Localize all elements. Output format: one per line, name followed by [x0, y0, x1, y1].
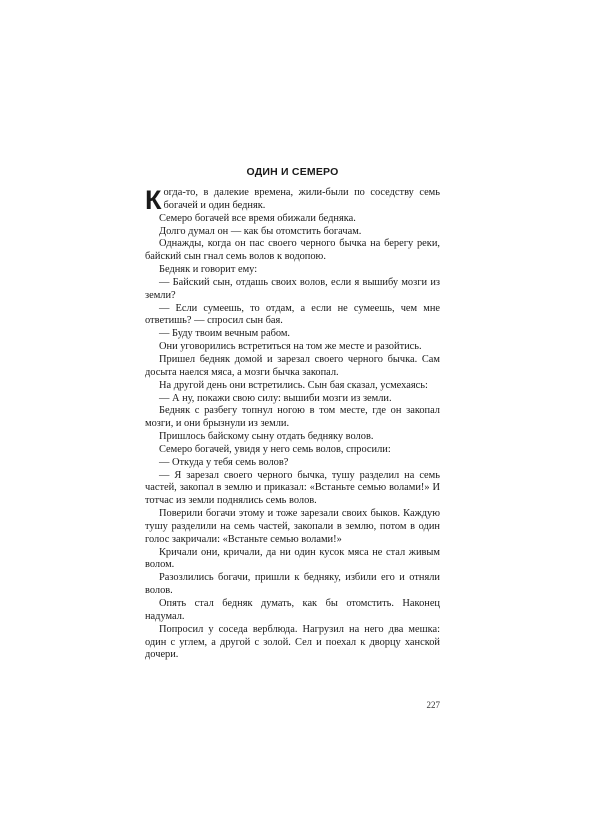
paragraph: Семеро богачей, увидя у него семь волов, спросили: [159, 443, 391, 455]
story-title: ОДИН И СЕМЕРО [246, 166, 339, 178]
paragraph: Они уговорились встретиться на том же месте и разойтись. [159, 341, 422, 353]
paragraph: Пришлось байскому сыну отдать бедняку волов. [159, 431, 374, 443]
paragraph: Однажды, когда он пас своего черного бычка на берегу реки, байский сын гнал семь волов к водопою. [145, 238, 440, 263]
drop-cap: К [145, 185, 162, 215]
paragraph: Разозлились богачи, пришли к бедняку, избили его и отняли волов. [145, 572, 440, 597]
paragraph: Кричали они, кричали, да ни один кусок мяса не стал живым волом. [145, 546, 440, 571]
paragraph: — Я зарезал своего черного бычка, тушу разделил на семь частей, закопал в землю и приказал: «Встаньте семью волами!» И тотчас из земли поднялись семь волов. [145, 469, 440, 507]
paragraph: Бедняк и говорит ему: [159, 264, 258, 276]
paragraph: Попросил у соседа верблюда. Нагрузил на него два мешка: один с углем, а другой с золой. Сел и поехал к дворцу ханской дочери. [145, 623, 440, 661]
paragraph: — Буду твоим вечным рабом. [159, 328, 291, 340]
story-text [145, 187, 440, 662]
paragraph: — Откуда у тебя семь волов? [159, 456, 289, 468]
paragraph: — А ну, покажи свою силу: вышиби мозги из земли. [159, 392, 392, 404]
paragraph: — Если сумеешь, то отдам, а если не сумеешь, чем мне ответишь? — спросил сын бая. [145, 302, 440, 327]
paragraph: Долго думал он — как бы отомстить богачам. [159, 225, 362, 237]
opening-paragraph [145, 187, 440, 213]
paragraph: — Байский сын, отдашь своих волов, если я вышибу мозги из земли? [145, 276, 440, 301]
paragraph: Опять стал бедняк думать, как бы отомстить. Наконец надумал. [145, 598, 440, 622]
paragraph: Бедняк с разбегу топнул ногою в том месте, где он закопал мозги, и они брызнули из земли. [145, 405, 440, 430]
paragraph-list [145, 213, 440, 663]
opening-paragraph-text: огда-то, в далекие времена, жили-были по соседству семь богачей и один бедняк. [163, 187, 440, 211]
paragraph: Пришел бедняк домой и зарезал своего черного бычка. Сам досыта наелся мяса, а мозги бычка закопал. [145, 353, 440, 378]
paragraph: Семеро богачей все время обижали бедняка. [159, 212, 356, 224]
page-number: 227 [426, 700, 440, 710]
paragraph: Поверили богачи этому и тоже зарезали своих быков. Каждую тушу разделили на семь частей, закопали в землю, потом в один голос закричали: «Встаньте семью волами!» [145, 508, 440, 545]
paragraph: На другой день они встретились. Сын бая сказал, усмехаясь: [159, 379, 428, 391]
